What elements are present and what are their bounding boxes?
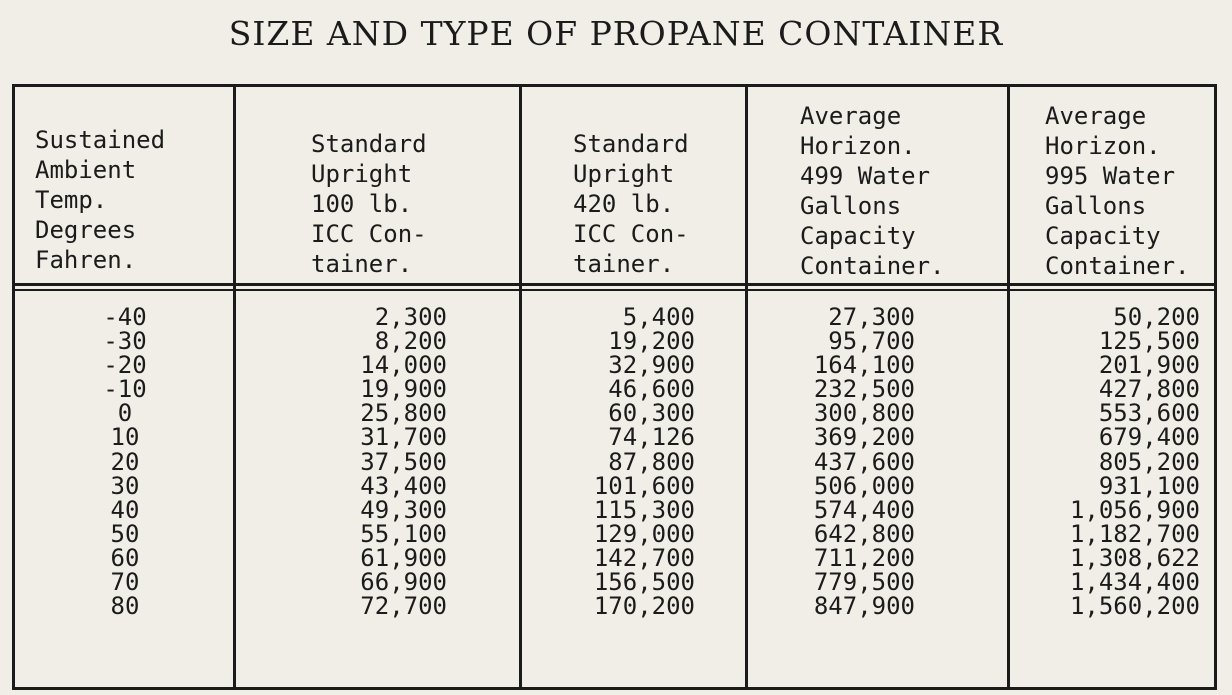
- table-cell: 931,100: [1098, 471, 1200, 500]
- table-cell: 1,182,700: [1069, 519, 1200, 548]
- table-cell: 10: [110, 423, 140, 452]
- table-cell: 31,700: [360, 423, 447, 452]
- table-cell: 66,900: [360, 568, 447, 597]
- table-cell: 14,000: [360, 351, 447, 380]
- header-divider: [15, 283, 1214, 286]
- table-cell: 55,100: [360, 519, 447, 548]
- column-divider: [233, 87, 236, 687]
- table-cell: 170,200: [593, 592, 695, 621]
- table-cell: 49,300: [360, 495, 447, 524]
- table-cell: 61,900: [360, 543, 447, 572]
- table-cell: 642,800: [813, 519, 915, 548]
- table-cell: 95,700: [828, 327, 915, 356]
- table-cell: -20: [103, 351, 147, 380]
- table-cell: 50: [110, 519, 140, 548]
- table-cell: 19,900: [360, 375, 447, 404]
- page-title: SIZE AND TYPE OF PROPANE CONTAINER: [228, 14, 1004, 53]
- table-cell: 46,600: [608, 375, 695, 404]
- header-upright-420: Standard Upright 420 lb. ICC Con- tainer.: [573, 130, 689, 278]
- table-cell: 711,200: [813, 543, 915, 572]
- table-cell: 156,500: [593, 568, 695, 597]
- table-cell: 129,000: [593, 519, 695, 548]
- table-cell: 20: [110, 447, 140, 476]
- table-cell: 87,800: [608, 447, 695, 476]
- temp-column: [70, 303, 180, 621]
- table-cell: 142,700: [593, 543, 695, 572]
- table-cell: 1,056,900: [1069, 495, 1200, 524]
- table-cell: 30: [110, 471, 140, 500]
- table-cell: 0: [117, 399, 133, 428]
- propane-container-table: [12, 84, 1217, 690]
- table-cell: 27,300: [828, 303, 915, 331]
- header-horizon-499: Average Horizon. 499 Water Gallons Capacity Container.: [800, 102, 945, 280]
- table-cell: 80: [110, 592, 140, 621]
- table-cell: 32,900: [608, 351, 695, 380]
- table-cell: 40: [110, 495, 140, 524]
- table-cell: 805,200: [1098, 447, 1200, 476]
- table-cell: -10: [103, 375, 147, 404]
- table-cell: 232,500: [813, 375, 915, 404]
- table-cell: 847,900: [813, 592, 915, 621]
- table-cell: 553,600: [1098, 399, 1200, 428]
- table-cell: 125,500: [1098, 327, 1200, 356]
- table-cell: -30: [103, 327, 147, 356]
- table-cell: 1,434,400: [1069, 568, 1200, 597]
- table-cell: 25,800: [360, 399, 447, 428]
- table-cell: 1,560,200: [1069, 592, 1200, 621]
- table-cell: 574,400: [813, 495, 915, 524]
- table-cell: 164,100: [813, 351, 915, 380]
- table-cell: 115,300: [593, 495, 695, 524]
- table-cell: 101,600: [593, 471, 695, 500]
- column-divider: [745, 87, 748, 687]
- table-cell: 437,600: [813, 447, 915, 476]
- table-cell: 201,900: [1098, 351, 1200, 380]
- table-cell: 50,200: [1113, 303, 1200, 331]
- horizon-499-column: [775, 303, 915, 621]
- horizon-995-column: [1025, 303, 1200, 621]
- table-cell: 37,500: [360, 447, 447, 476]
- table-cell: 300,800: [813, 399, 915, 428]
- upright-100-column: [245, 303, 447, 621]
- header-upright-100: Standard Upright 100 lb. ICC Con- tainer.: [311, 130, 427, 278]
- table-cell: 369,200: [813, 423, 915, 452]
- header-divider: [15, 289, 1214, 291]
- table-cell: 43,400: [360, 471, 447, 500]
- table-cell: 60,300: [608, 399, 695, 428]
- table-cell: 506,000: [813, 471, 915, 500]
- table-cell: 5,400: [622, 303, 695, 331]
- table-cell: 2,300: [374, 303, 447, 331]
- table-cell: 19,200: [608, 327, 695, 356]
- table-cell: 779,500: [813, 568, 915, 597]
- column-divider: [1007, 87, 1010, 687]
- table-cell: -40: [103, 303, 147, 331]
- upright-420-column: [515, 303, 695, 621]
- table-cell: 74,126: [608, 423, 695, 452]
- header-horizon-995: Average Horizon. 995 Water Gallons Capacity Container.: [1045, 102, 1190, 280]
- table-cell: 1,308,622: [1069, 543, 1200, 572]
- table-cell: 679,400: [1098, 423, 1200, 452]
- table-cell: 60: [110, 543, 140, 572]
- table-cell: 427,800: [1098, 375, 1200, 404]
- table-cell: 72,700: [360, 592, 447, 621]
- table-cell: 70: [110, 568, 140, 597]
- header-temp: Sustained Ambient Temp. Degrees Fahren.: [35, 126, 166, 274]
- table-cell: 8,200: [374, 327, 447, 356]
